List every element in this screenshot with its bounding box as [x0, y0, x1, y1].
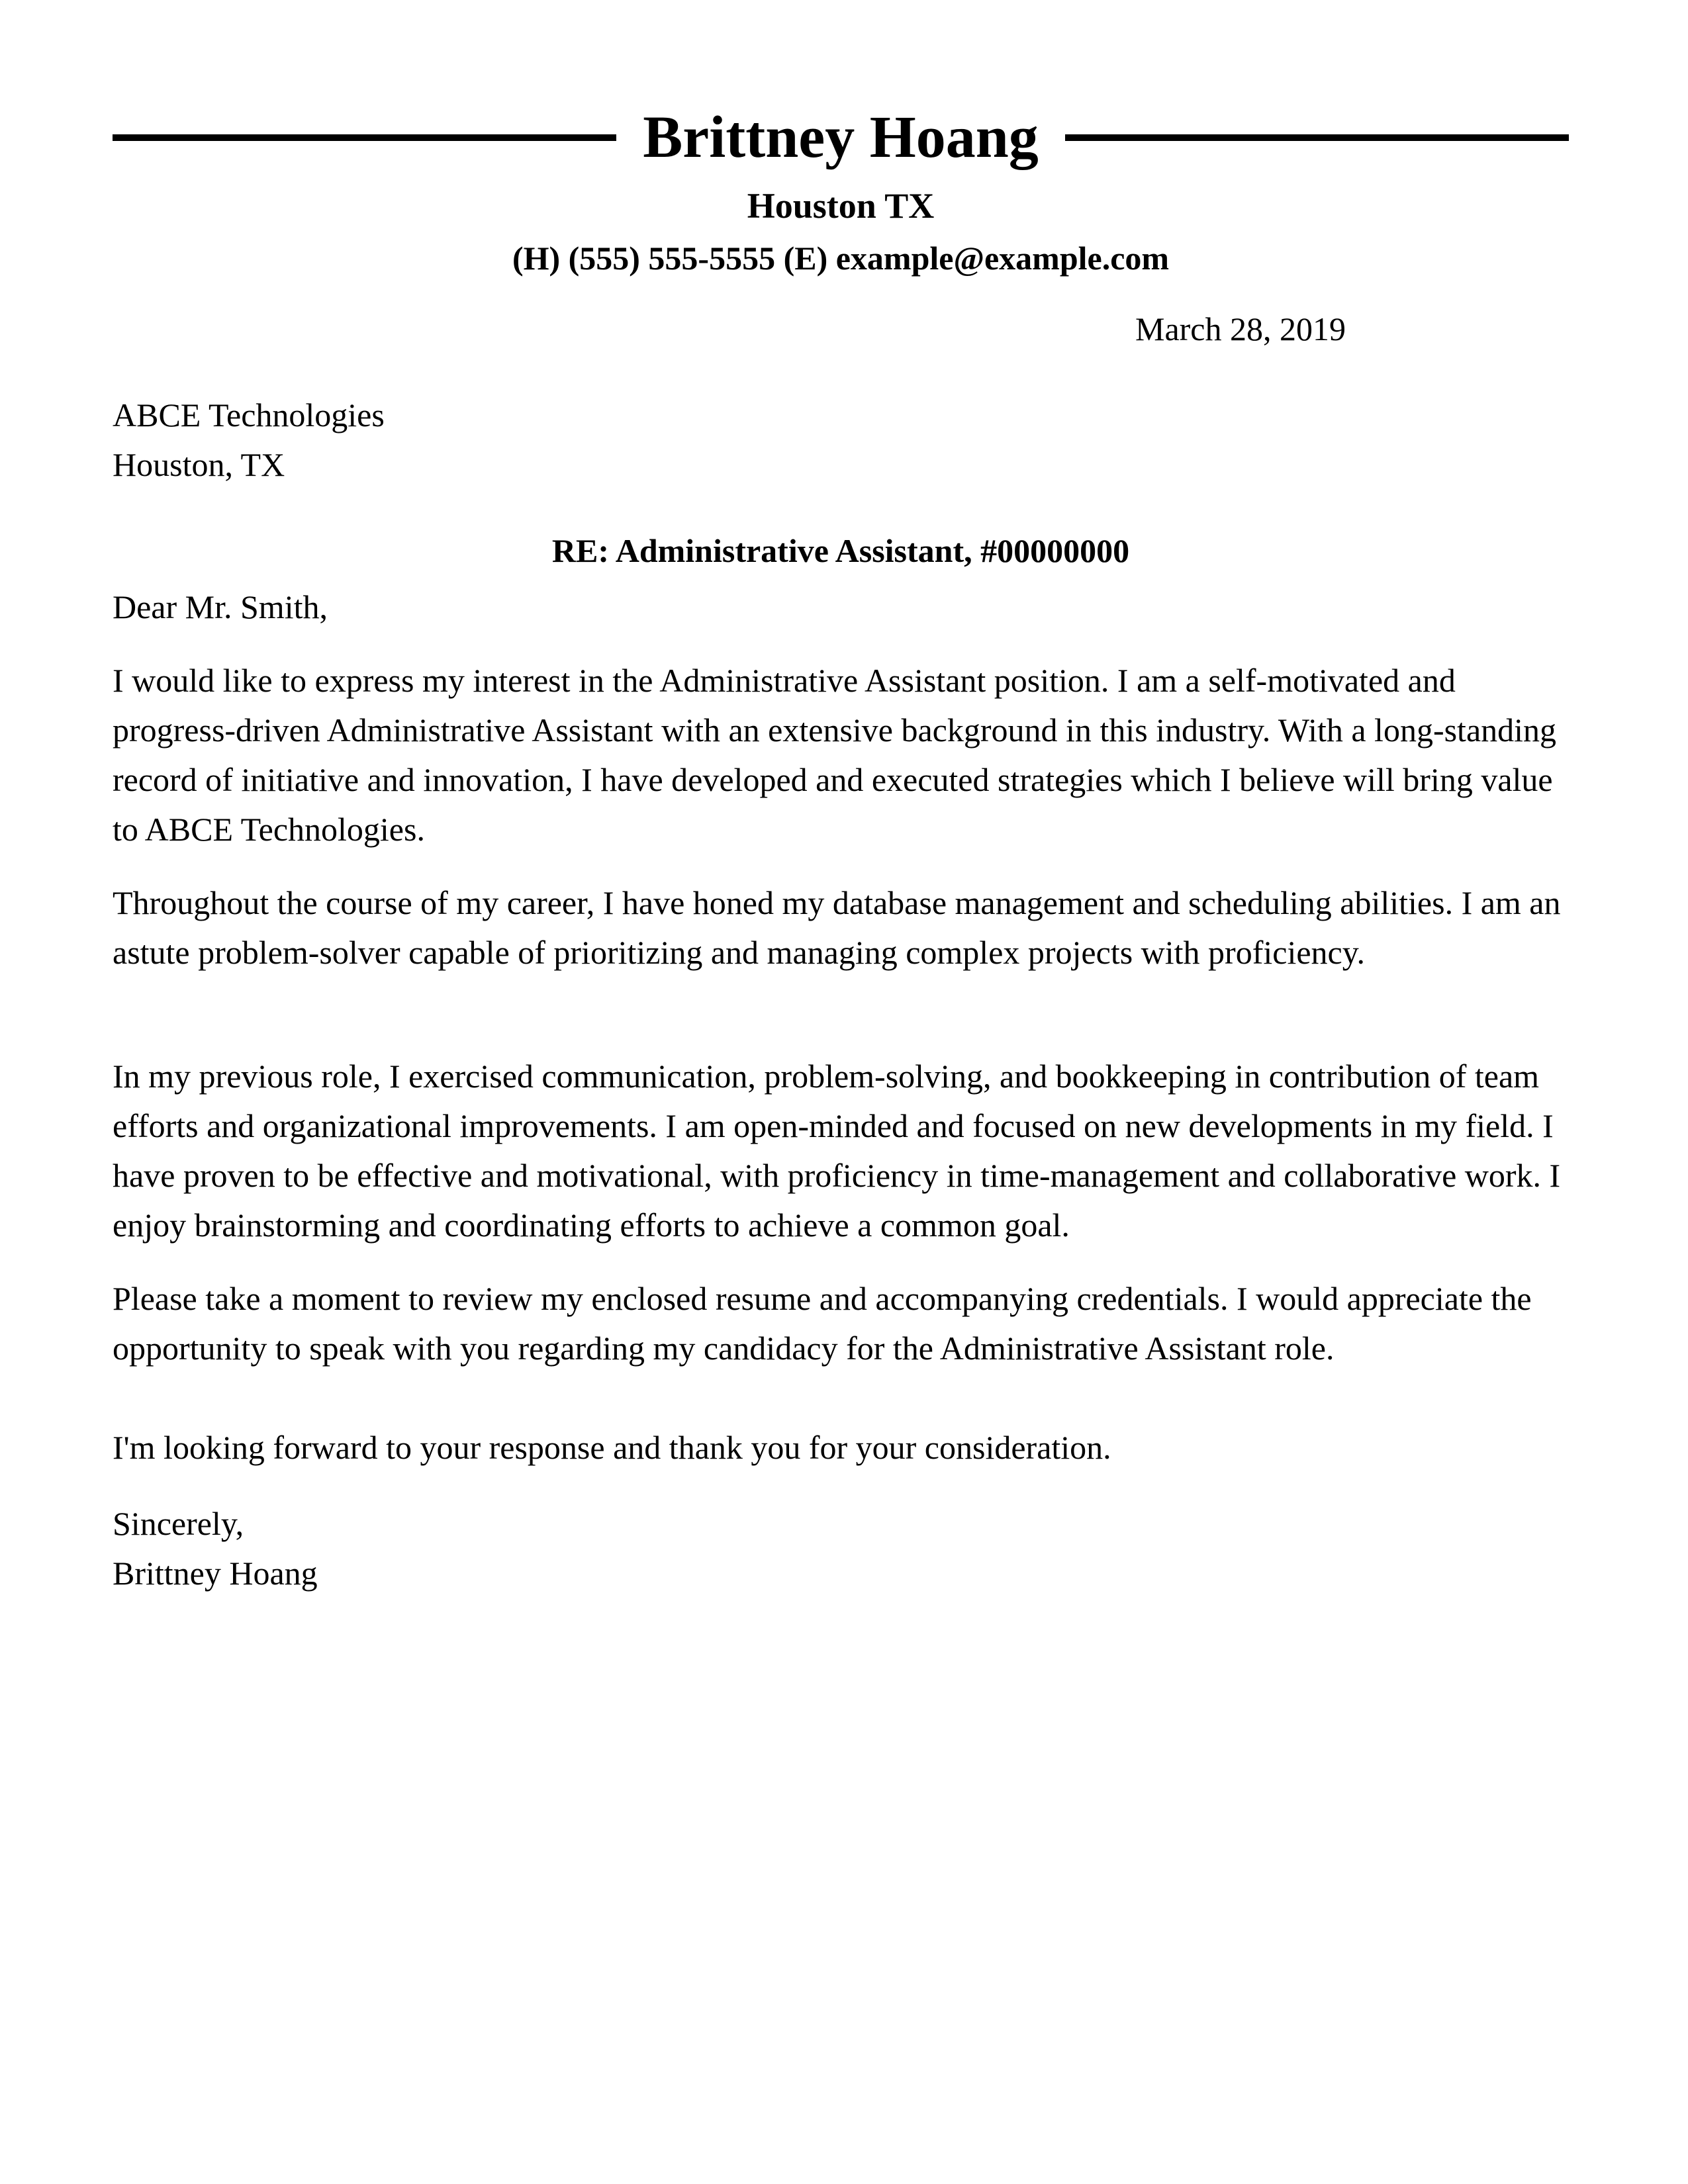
body-paragraph-4: Please take a moment to review my enclosed resume and accompanying credentials. I would appreciate the opportunity to speak with you regarding my candidacy for the Administrative Assistant role.: [113, 1280, 1532, 1367]
valediction: Sincerely,: [113, 1505, 244, 1542]
body-paragraph-3: In my previous role, I exercised communication, problem-solving, and bookkeeping in contribution of team efforts and organizational improvements. I am open-minded and focused on new developments in my field. I have proven to be effective and motivational, with proficiency in time-management and collaborative work. I enjoy brainstorming and coordinating efforts to achieve a common goal.: [113, 1058, 1561, 1244]
closing-block: [113, 1499, 1569, 1598]
body-paragraph-5: I'm looking forward to your response and thank you for your consideration.: [113, 1429, 1111, 1466]
subject-line: RE: Administrative Assistant, #00000000: [551, 532, 1130, 569]
header-rule-left: [113, 134, 616, 141]
recipient-location: Houston, TX: [113, 446, 285, 483]
letter-date: March 28, 2019: [1135, 310, 1346, 347]
recipient-block: [113, 390, 1569, 490]
page-title: Brittney Hoang: [643, 105, 1039, 170]
body-paragraph-1: I would like to express my interest in the Administrative Assistant position. I am a self-motivated and progress-driven Administrative Assistant with an extensive background in this industry. With a long-standing record of initiative and innovation, I have developed and executed strategies which I believe will bring value to ABCE Technologies.: [113, 662, 1557, 848]
body-paragraph-2: Throughout the course of my career, I have honed my database management and scheduling abilities. I am an astute problem-solver capable of prioritizing and managing complex projects with proficiency.: [113, 884, 1561, 971]
letter-header: [113, 103, 1569, 172]
header-contact-line: (H) (555) 555-5555 (E) example@example.com: [512, 240, 1170, 277]
signature-name: Brittney Hoang: [113, 1555, 318, 1592]
recipient-company: ABCE Technologies: [113, 396, 385, 433]
header-city: Houston TX: [747, 186, 935, 226]
salutation: Dear Mr. Smith,: [113, 588, 328, 625]
header-rule-right: [1065, 134, 1569, 141]
